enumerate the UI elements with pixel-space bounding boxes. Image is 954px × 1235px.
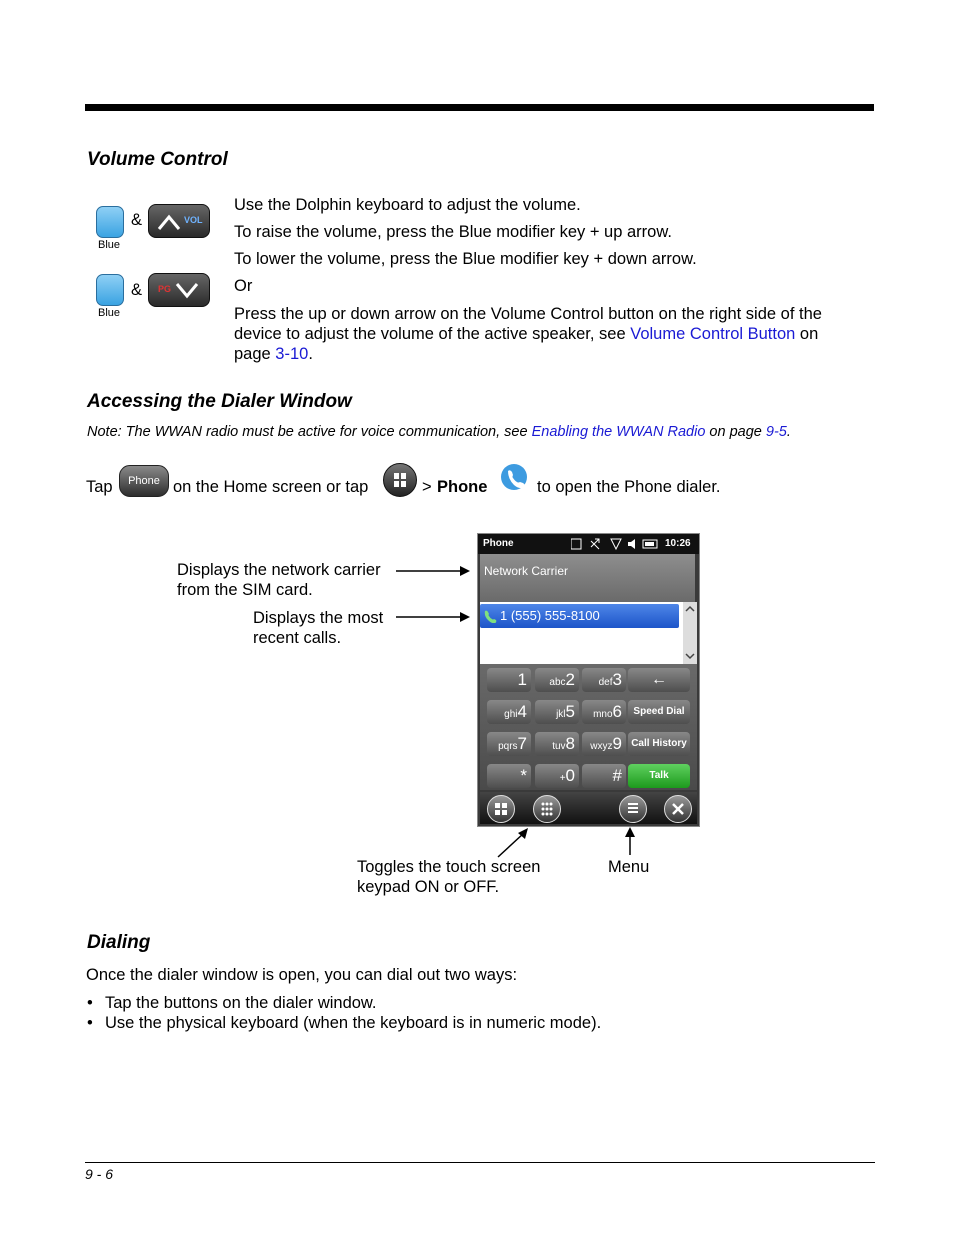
windows-start-icon (383, 463, 417, 497)
dialer-section-title: Accessing the Dialer Window (87, 391, 352, 412)
volume-line-1: Use the Dolphin keyboard to adjust the volume. (234, 196, 581, 214)
call-icon (483, 609, 497, 623)
backspace-key[interactable]: ← (628, 668, 690, 692)
blue-key-label: Blue (98, 239, 121, 251)
header-rule (85, 104, 874, 111)
tap-phone-bold: Phone (437, 478, 488, 496)
callout-recent: Displays the most recent calls. (253, 609, 384, 647)
tap-text-3: to open the Phone dialer. (537, 478, 721, 496)
speed-dial-button[interactable]: Speed Dial (628, 700, 690, 724)
volume-section-title: Volume Control (87, 149, 228, 170)
network-carrier-label: Network Carrier (484, 564, 569, 578)
callout-toggle: Toggles the touch screen keypad ON or OFF. (357, 858, 541, 896)
callout-carrier: Displays the network carrier from the SIM card. (177, 561, 381, 599)
wwan-note: Note: The WWAN radio must be active for voice communication, see Enabling the WWAN Radio on page 9-5. (87, 424, 791, 440)
key-9[interactable]: wxyz9 (582, 732, 626, 756)
key-star[interactable]: * (487, 764, 531, 788)
network-carrier-area (480, 554, 695, 602)
tap-text-2: on the Home screen or tap (173, 478, 369, 496)
key-4[interactable]: ghi4 (487, 700, 531, 724)
key-7[interactable]: pqrs7 (487, 732, 531, 756)
key-2[interactable]: abc2 (535, 668, 579, 692)
start-icon[interactable] (487, 795, 515, 823)
callout-arrows (390, 560, 480, 630)
status-icons (571, 537, 661, 554)
key-0[interactable]: +0 (535, 764, 579, 788)
volume-paragraph: Press the up or down arrow on the Volume Control button on the right side of the device to adjust the volume of the active speaker, see Volume Control Button on page 3-10. (234, 305, 822, 363)
blue-key-label: Blue (98, 307, 121, 319)
phone-app-icon (499, 462, 529, 499)
volume-line-2: To raise the volume, press the Blue modifier key + up arrow. (234, 223, 672, 241)
key-6[interactable]: mno6 (582, 700, 626, 724)
key-1[interactable]: 1 (487, 668, 531, 692)
key-amp: & (131, 211, 143, 229)
key-hash[interactable]: # (582, 764, 626, 788)
page-9-5-link[interactable]: 9-5 (765, 424, 787, 440)
volume-control-button-link[interactable]: Volume Control Button (630, 325, 796, 343)
phone-dialer-screenshot (477, 533, 700, 827)
soft-key-bar (480, 792, 697, 824)
phone-button-icon: Phone (119, 465, 169, 497)
scrollbar[interactable] (683, 602, 697, 664)
status-time: 10:26 (665, 538, 691, 549)
status-bar (478, 534, 699, 554)
tap-gt: > (422, 478, 432, 496)
key-3[interactable]: def3 (582, 668, 626, 692)
key-5[interactable]: jkl5 (535, 700, 579, 724)
dialing-section-title: Dialing (87, 932, 151, 953)
volume-line-3: To lower the volume, press the Blue modifier key + down arrow. (234, 250, 697, 268)
blue-key-icon (96, 274, 124, 306)
tap-text-1: Tap (86, 478, 113, 496)
blue-key-icon (96, 206, 124, 238)
dialing-intro: Once the dialer window is open, you can dial out two ways: (86, 966, 518, 984)
footer-rule (85, 1162, 875, 1163)
dialer-keypad (480, 664, 697, 790)
volume-line-or: Or (234, 277, 253, 295)
pg-label: PG (158, 284, 172, 294)
page-3-10-link[interactable]: 3-10 (275, 345, 309, 363)
pg-down-key-icon (148, 273, 210, 307)
page-number: 9 - 6 (85, 1166, 114, 1182)
key-8[interactable]: tuv8 (535, 732, 579, 756)
key-amp: & (131, 281, 143, 299)
talk-button[interactable]: Talk (628, 764, 690, 788)
dialing-bullet-1: • Tap the buttons on the dialer window. (87, 994, 377, 1012)
vol-label: VOL (184, 215, 203, 225)
recent-call-number: 1 (555) 555-8100 (500, 608, 600, 623)
callout-menu: Menu (608, 858, 650, 876)
vol-up-key-icon (148, 204, 210, 238)
close-icon[interactable] (664, 795, 692, 823)
status-title: Phone (483, 538, 514, 549)
recent-call-row[interactable] (480, 604, 679, 628)
enabling-wwan-radio-link[interactable]: Enabling the WWAN Radio (531, 424, 706, 440)
bottom-callout-arrows (490, 825, 650, 860)
dialing-bullet-2: • Use the physical keyboard (when the keyboard is in numeric mode). (87, 1014, 602, 1032)
keypad-toggle-icon[interactable] (533, 795, 561, 823)
call-history-button[interactable]: Call History (628, 732, 690, 756)
menu-icon[interactable] (619, 795, 647, 823)
